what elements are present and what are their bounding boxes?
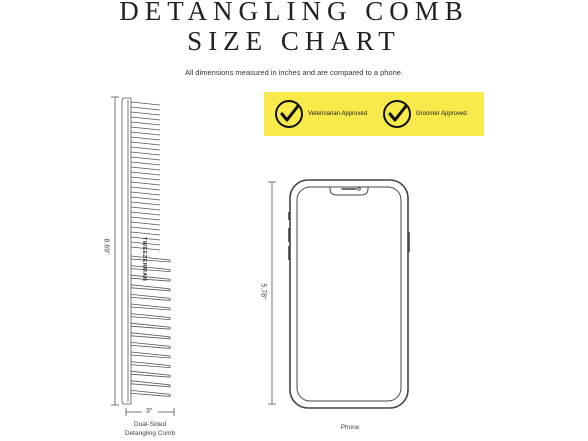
comb-tooth: [131, 132, 160, 135]
comb-tooth: [131, 152, 160, 155]
badge-label: Groomer Approved: [416, 111, 467, 117]
phone-caption: Phone: [340, 424, 360, 431]
comb-tooth: [131, 157, 160, 160]
phone-height-label: 5.78": [259, 283, 267, 300]
phone-height-dimension: [268, 182, 276, 404]
comb-tooth: [131, 182, 160, 185]
comb-tooth: [131, 172, 160, 175]
comb-tooth: [131, 342, 170, 348]
comb-tooth: [131, 202, 160, 205]
comb-caption-line2: Detangling Comb: [124, 430, 176, 437]
subtitle: All dimensions measured in inches and are compared to a phone.: [184, 68, 404, 77]
comb-width-label: 3": [146, 408, 153, 415]
comb-tooth: [131, 294, 170, 300]
comb-caption-line1: Dual-Sided: [133, 421, 167, 428]
comb-tooth: [131, 314, 170, 320]
comb-height-dimension: [111, 97, 119, 405]
comb-tooth: [131, 127, 160, 130]
comb-tooth: [131, 227, 160, 230]
comb-tooth: [131, 371, 170, 377]
comb-tooth: [131, 112, 160, 115]
comb-tooth: [131, 390, 170, 396]
comb-tooth: [131, 222, 160, 225]
comb-brand-label: TWEEZERMAN: [141, 236, 148, 282]
comb-tooth: [131, 217, 160, 220]
page-title-line2: SIZE CHART: [187, 26, 401, 56]
comb-tooth: [131, 142, 160, 145]
comb-tooth: [131, 333, 170, 339]
comb-teeth: [131, 102, 170, 396]
page-title-line1: DETANGLING COMB: [119, 0, 469, 26]
comb-tooth: [131, 285, 170, 291]
comb-tooth: [131, 266, 170, 272]
comb-tooth: [131, 197, 160, 200]
comb-tooth: [131, 275, 170, 281]
comb-tooth: [131, 122, 160, 125]
comb-tooth: [131, 192, 160, 195]
comb-tooth: [131, 304, 170, 310]
comb-tooth: [131, 362, 170, 368]
comb-tooth: [131, 177, 160, 180]
comb-tooth: [131, 137, 160, 140]
badge-label: Veterinarian Approved: [308, 111, 368, 117]
comb-tooth: [131, 107, 160, 110]
comb-tooth: [131, 232, 160, 235]
comb-tooth: [131, 162, 160, 165]
comb-tooth: [131, 323, 170, 329]
comb-caption: [118, 420, 182, 438]
comb-tooth: [131, 207, 160, 210]
comb-tooth: [131, 381, 170, 387]
comb-tooth: [131, 102, 160, 105]
comb-tooth: [131, 117, 160, 120]
comb-tooth: [131, 167, 160, 170]
comb-tooth: [131, 147, 160, 150]
phone-illustration: [289, 180, 409, 408]
comb-tooth: [131, 212, 160, 215]
comb-height-label: 8.69": [102, 238, 110, 255]
comb-tooth: [131, 256, 170, 262]
comb-tooth: [131, 187, 160, 190]
comb-tooth: [131, 352, 170, 358]
